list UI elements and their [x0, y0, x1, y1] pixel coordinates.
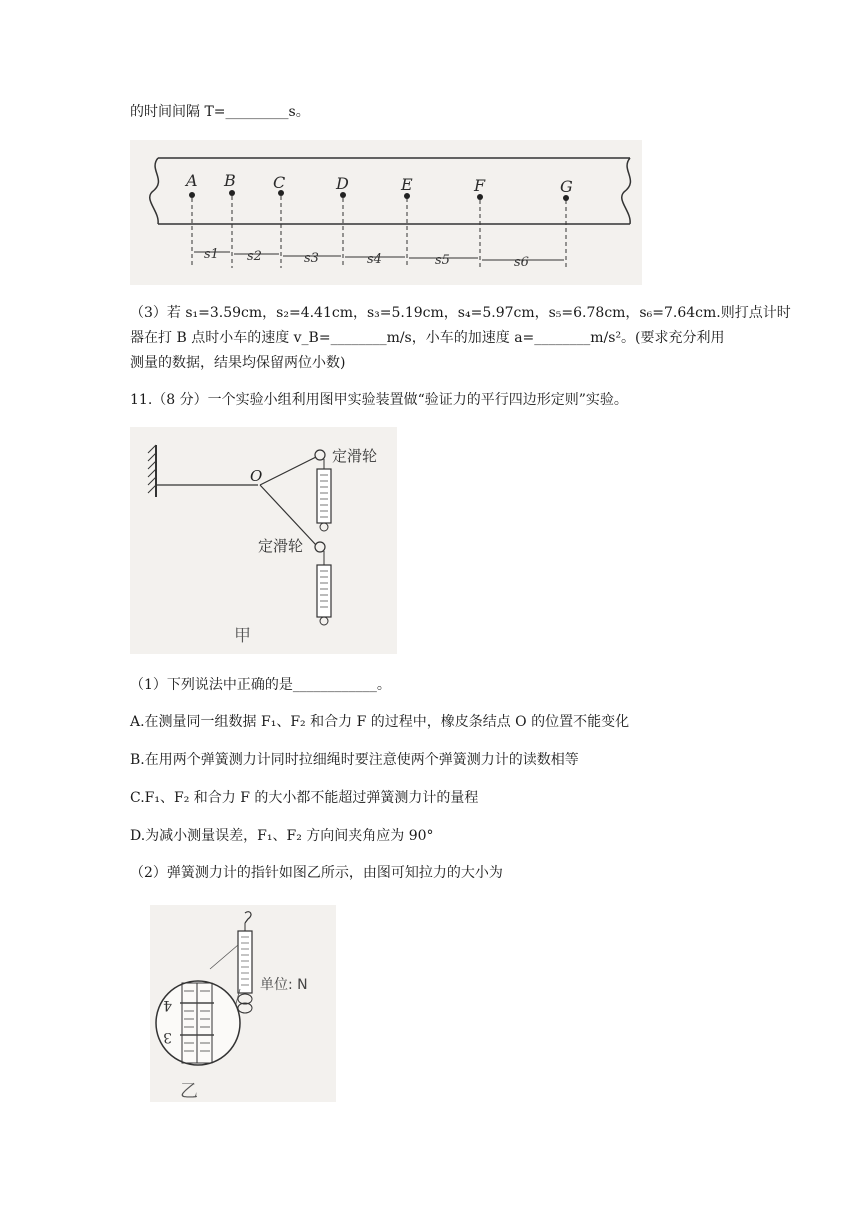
magnifier-circle	[156, 981, 240, 1065]
option-a: A.在测量同一组数据 F₁、F₂ 和合力 F 的过程中，橡皮条结点 O 的位置不能变化	[130, 714, 630, 730]
tape-label-g: G	[560, 177, 573, 196]
unit-label: 单位: N	[260, 977, 308, 993]
segment-s6: s6	[514, 255, 529, 270]
q11-title: 11.（8 分）一个实验小组利用图甲实验装置做“验证力的平行四边形定则”实验。	[130, 392, 628, 408]
figure-yi-caption: 乙	[180, 1081, 198, 1102]
tape-label-c: C	[273, 173, 286, 192]
segment-s4: s4	[367, 252, 382, 267]
tape-dot-b	[229, 190, 235, 196]
q3-line-3: 测量的数据，结果均保留两位小数)	[130, 355, 346, 371]
pulley-bottom-label: 定滑轮	[258, 537, 304, 555]
top-pulley-icon	[315, 450, 325, 460]
tape-label-e: E	[401, 175, 413, 194]
segment-s3: s3	[304, 251, 319, 266]
bottom-scale-ring-icon	[320, 617, 328, 625]
figure-yi	[150, 905, 336, 1102]
spring-scale-small	[238, 931, 252, 993]
tape-label-a: A	[186, 171, 198, 190]
scale-number-3: 3	[163, 1029, 172, 1045]
bottom-spring-scale	[317, 565, 331, 617]
segment-s5: s5	[435, 253, 450, 268]
pulley-top-label: 定滑轮	[332, 447, 378, 465]
top-spring-scale	[317, 469, 331, 523]
tape-label-f: F	[474, 176, 486, 195]
paper-tape-figure	[130, 140, 642, 285]
q3-line-2: 器在打 B 点时小车的速度 v_B=________m/s，小车的加速度 a=________m/s²。(要求充分利用	[130, 330, 725, 346]
tape-label-d: D	[336, 174, 349, 193]
tape-dot-a	[189, 192, 195, 198]
option-c: C.F₁、F₂ 和合力 F 的大小都不能超过弹簧测力计的量程	[130, 790, 479, 806]
tape-label-b: B	[224, 171, 236, 190]
segment-s1: s1	[204, 247, 219, 262]
top-scale-ring-icon	[320, 523, 328, 531]
figure-jia-caption: 甲	[234, 626, 251, 646]
bottom-pulley-icon	[315, 542, 325, 552]
figure-jia	[130, 427, 397, 654]
part2-question: （2）弹簧测力计的指针如图乙所示，由图可知拉力的大小为	[130, 865, 503, 881]
part1-question: （1）下列说法中正确的是____________。	[130, 677, 391, 693]
scale-number-4: 4	[163, 997, 172, 1013]
option-d: D.为减小测量误差，F₁、F₂ 方向间夹角应为 90°	[130, 828, 434, 844]
time-interval-line: 的时间间隔 T=_________s。	[130, 104, 310, 120]
knot-o-label: O	[250, 467, 263, 485]
q3-line-1: （3）若 s₁=3.59cm，s₂=4.41cm，s₃=5.19cm，s₄=5.97cm，s₅=6.78cm，s₆=7.64cm.则打点计时	[130, 305, 791, 321]
option-b: B.在用两个弹簧测力计同时拉细绳时要注意使两个弹簧测力计的读数相等	[130, 752, 579, 768]
segment-s2: s2	[247, 249, 262, 264]
